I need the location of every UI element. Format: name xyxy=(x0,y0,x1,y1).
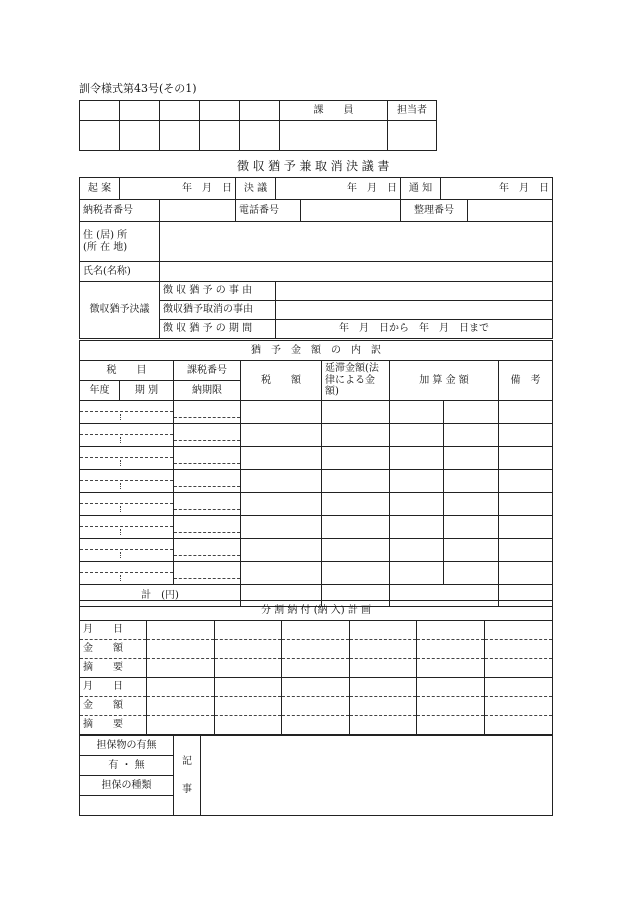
kasan-cell[interactable] xyxy=(444,539,499,562)
installment-cell[interactable] xyxy=(282,659,350,678)
remarks-label xyxy=(174,736,201,816)
table-row[interactable] xyxy=(80,539,553,562)
table-row[interactable] xyxy=(80,493,553,516)
stamp-cell[interactable] xyxy=(80,101,120,121)
remarks-label-1: 記 xyxy=(182,756,192,767)
kasan-cell[interactable] xyxy=(390,424,444,447)
biko-cell[interactable] xyxy=(499,470,553,493)
collateral-kind-label: 担保の種類 xyxy=(80,776,174,796)
installment-cell[interactable] xyxy=(350,716,417,735)
installment-cell[interactable] xyxy=(282,678,350,697)
stamp-cell[interactable] xyxy=(240,121,280,151)
installment-cell[interactable] xyxy=(350,697,417,716)
installment-cell[interactable] xyxy=(215,640,282,659)
entai-header: 延滞金額(法律による金額) xyxy=(322,361,390,401)
tantosha-label: 担当者 xyxy=(388,101,437,121)
installment-row xyxy=(80,640,553,659)
stamp-cell[interactable] xyxy=(200,101,240,121)
year-period-cell[interactable] xyxy=(80,516,174,539)
installment-cell[interactable] xyxy=(147,716,215,735)
noki-cell[interactable] xyxy=(174,493,241,516)
installment-cell[interactable] xyxy=(215,678,282,697)
ketsugi-label: 決 議 xyxy=(236,178,276,200)
stamp-cell[interactable] xyxy=(160,121,200,151)
installment-cell[interactable] xyxy=(282,716,350,735)
name-value[interactable] xyxy=(160,262,553,282)
form-number: 訓令様式第43号(その1) xyxy=(79,82,197,95)
installment-cell[interactable] xyxy=(417,678,485,697)
year-period-cell[interactable] xyxy=(80,539,174,562)
stamp-cell[interactable] xyxy=(80,121,120,151)
seiri-value[interactable] xyxy=(468,200,553,222)
installment-cell[interactable] xyxy=(417,621,485,640)
installment-cell[interactable] xyxy=(147,621,215,640)
installment-cell[interactable] xyxy=(215,716,282,735)
installment-row xyxy=(80,697,553,716)
entai-cell[interactable] xyxy=(322,447,390,470)
period-value[interactable]: 年 月 日から 年 月 日まで xyxy=(276,320,553,339)
installment-cell[interactable] xyxy=(282,697,350,716)
installment-label: 摘 要 xyxy=(80,659,147,678)
tsuchi-date[interactable]: 年 月 日 xyxy=(441,178,553,200)
year-period-cell[interactable] xyxy=(80,447,174,470)
biko-cell[interactable] xyxy=(499,516,553,539)
kasan-header: 加 算 金 額 xyxy=(390,361,499,401)
zeigaku-cell[interactable] xyxy=(241,424,322,447)
year-period-cell[interactable] xyxy=(80,493,174,516)
stamp-cell[interactable] xyxy=(160,101,200,121)
installment-cell[interactable] xyxy=(417,640,485,659)
collateral-table xyxy=(79,735,553,816)
installment-cell[interactable] xyxy=(350,621,417,640)
kasan-cell[interactable] xyxy=(444,401,499,424)
kasan-cell[interactable] xyxy=(444,493,499,516)
zeimoku-header: 税 目 xyxy=(80,361,174,381)
collateral-umu-label: 担保物の有無 xyxy=(80,736,174,756)
entai-cell[interactable] xyxy=(322,516,390,539)
collateral-umu-value[interactable]: 有 ・ 無 xyxy=(80,756,174,776)
year-period-cell[interactable] xyxy=(80,562,174,585)
entai-cell[interactable] xyxy=(322,539,390,562)
noki-cell[interactable] xyxy=(174,424,241,447)
nendo-header: 年度 xyxy=(80,381,120,401)
address-label xyxy=(80,222,160,262)
kasan-cell[interactable] xyxy=(390,401,444,424)
zeigaku-cell[interactable] xyxy=(241,470,322,493)
noki-cell[interactable] xyxy=(174,447,241,470)
address-label-line2: (所 在 地) xyxy=(83,241,128,253)
entai-cell[interactable] xyxy=(322,401,390,424)
kasan-cell[interactable] xyxy=(390,539,444,562)
installment-cell[interactable] xyxy=(215,697,282,716)
entai-cell[interactable] xyxy=(322,562,390,585)
nozeisha-value[interactable] xyxy=(160,200,236,222)
installment-row xyxy=(80,659,553,678)
installment-cell[interactable] xyxy=(147,659,215,678)
installment-label: 金 額 xyxy=(80,697,147,716)
installment-cell[interactable] xyxy=(215,621,282,640)
biko-cell[interactable] xyxy=(499,401,553,424)
entai-cell[interactable] xyxy=(322,424,390,447)
installment-cell[interactable] xyxy=(417,716,485,735)
installment-cell[interactable] xyxy=(350,640,417,659)
installment-cell[interactable] xyxy=(147,678,215,697)
kasan-cell[interactable] xyxy=(444,470,499,493)
zeigaku-cell[interactable] xyxy=(241,562,322,585)
zeigaku-cell[interactable] xyxy=(241,539,322,562)
installment-label: 摘 要 xyxy=(80,716,147,735)
kasan-cell[interactable] xyxy=(390,493,444,516)
noki-cell[interactable] xyxy=(174,562,241,585)
kasan-cell[interactable] xyxy=(444,424,499,447)
installment-label: 金 額 xyxy=(80,640,147,659)
decision-label: 徴収猶予決議 xyxy=(80,282,160,339)
stamp-cell[interactable] xyxy=(120,101,160,121)
zeigaku-cell[interactable] xyxy=(241,516,322,539)
kasan-cell[interactable] xyxy=(444,447,499,470)
nozeisha-label: 納税者番号 xyxy=(80,200,160,222)
installment-table xyxy=(79,600,553,735)
installment-label: 月 日 xyxy=(80,678,147,697)
period-label: 徴 収 猶 予 の 期 間 xyxy=(160,320,276,339)
installment-row xyxy=(80,621,553,640)
noki-cell[interactable] xyxy=(174,539,241,562)
installment-cell[interactable] xyxy=(485,640,553,659)
installment-cell[interactable] xyxy=(215,659,282,678)
installment-cell[interactable] xyxy=(417,697,485,716)
year-period-cell[interactable] xyxy=(80,470,174,493)
table-row[interactable] xyxy=(80,424,553,447)
installment-cell[interactable] xyxy=(485,621,553,640)
ka-in-stamp[interactable] xyxy=(280,121,388,151)
noki-cell[interactable] xyxy=(174,401,241,424)
kasan-cell[interactable] xyxy=(390,470,444,493)
noki-cell[interactable] xyxy=(174,516,241,539)
installment-cell[interactable] xyxy=(350,678,417,697)
collateral-kind-value[interactable] xyxy=(80,796,174,816)
tsuchi-label: 通 知 xyxy=(401,178,441,200)
kian-label: 起 案 xyxy=(80,178,120,200)
installment-row xyxy=(80,678,553,697)
cancel-reason-value[interactable] xyxy=(276,301,553,320)
installment-cell[interactable] xyxy=(417,659,485,678)
denwa-value[interactable] xyxy=(301,200,401,222)
installment-row xyxy=(80,716,553,735)
cancel-reason-label: 徴収猶予取消の事由 xyxy=(160,301,276,320)
zeigaku-cell[interactable] xyxy=(241,447,322,470)
installment-cell[interactable] xyxy=(282,640,350,659)
installment-cell[interactable] xyxy=(485,659,553,678)
biko-cell[interactable] xyxy=(499,562,553,585)
biko-cell[interactable] xyxy=(499,447,553,470)
kasan-cell[interactable] xyxy=(390,562,444,585)
document-title: 徴収猶予兼取消決議書 xyxy=(236,159,393,173)
total-label: 計 (円) xyxy=(80,585,241,607)
remarks-value[interactable] xyxy=(201,736,553,816)
installment-title: 分 割 納 付 (納 入) 計 画 xyxy=(80,601,553,621)
kibetsu-header: 期 別 xyxy=(120,381,174,401)
table-row[interactable] xyxy=(80,447,553,470)
installment-cell[interactable] xyxy=(147,640,215,659)
address-label-line1: 住 (居) 所 xyxy=(83,230,128,241)
installment-cell[interactable] xyxy=(485,716,553,735)
table-row[interactable] xyxy=(80,401,553,424)
installment-cell[interactable] xyxy=(282,621,350,640)
installment-cell[interactable] xyxy=(485,678,553,697)
noki-header: 納期限 xyxy=(174,381,241,401)
installment-label: 月 日 xyxy=(80,621,147,640)
kasan-cell[interactable] xyxy=(444,516,499,539)
tantosha-stamp[interactable] xyxy=(388,121,437,151)
breakdown-table xyxy=(79,340,553,607)
header-table xyxy=(79,177,553,339)
installment-cell[interactable] xyxy=(485,697,553,716)
ketsugi-date[interactable]: 年 月 日 xyxy=(276,178,401,200)
address-value[interactable] xyxy=(160,222,553,262)
kazei-no-header: 課税番号 xyxy=(174,361,241,381)
table-row[interactable] xyxy=(80,470,553,493)
reason-label: 徴 収 猶 予 の 事 由 xyxy=(160,282,276,301)
noki-cell[interactable] xyxy=(174,470,241,493)
installment-cell[interactable] xyxy=(350,659,417,678)
table-row[interactable] xyxy=(80,516,553,539)
zeigaku-cell[interactable] xyxy=(241,493,322,516)
kian-date[interactable]: 年 月 日 xyxy=(120,178,236,200)
ka-in-label: 課 員 xyxy=(280,101,388,121)
reason-value[interactable] xyxy=(276,282,553,301)
stamp-cell[interactable] xyxy=(240,101,280,121)
approval-stamp-table xyxy=(79,100,437,151)
kasan-cell[interactable] xyxy=(444,562,499,585)
zeigaku-cell[interactable] xyxy=(241,401,322,424)
denwa-label: 電話番号 xyxy=(236,200,301,222)
entai-cell[interactable] xyxy=(322,493,390,516)
biko-header: 備 考 xyxy=(499,361,553,401)
name-label: 氏名(名称) xyxy=(80,262,160,282)
zeigaku-header: 税 額 xyxy=(241,361,322,401)
installment-cell[interactable] xyxy=(147,697,215,716)
seiri-label: 整理番号 xyxy=(401,200,468,222)
year-period-cell[interactable] xyxy=(80,424,174,447)
breakdown-title: 猶 予 金 額 の 内 訳 xyxy=(80,341,553,361)
kasan-cell[interactable] xyxy=(390,516,444,539)
stamp-cell[interactable] xyxy=(120,121,160,151)
remarks-label-2: 事 xyxy=(182,783,192,795)
kasan-cell[interactable] xyxy=(390,447,444,470)
entai-cell[interactable] xyxy=(322,470,390,493)
biko-cell[interactable] xyxy=(499,539,553,562)
year-period-cell[interactable] xyxy=(80,401,174,424)
biko-cell[interactable] xyxy=(499,493,553,516)
biko-cell[interactable] xyxy=(499,424,553,447)
stamp-cell[interactable] xyxy=(200,121,240,151)
table-row[interactable] xyxy=(80,562,553,585)
